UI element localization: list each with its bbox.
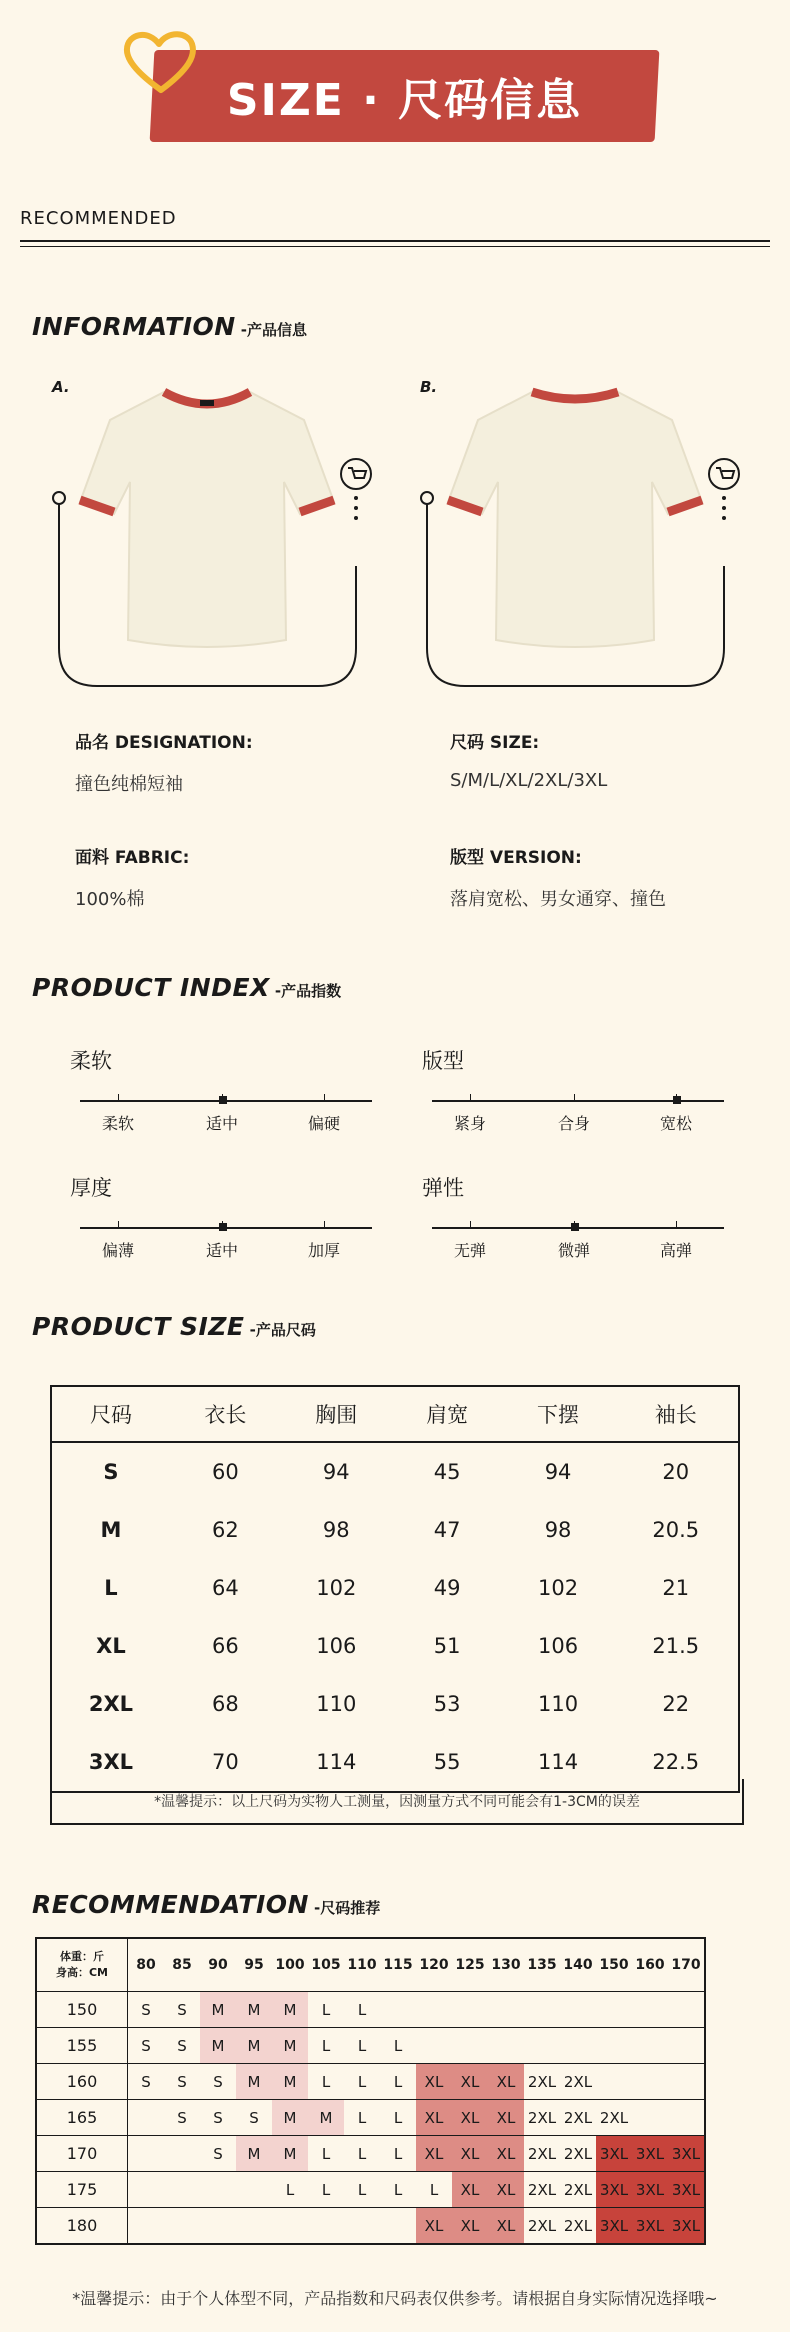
recommended-size-cell: M (236, 1992, 272, 2028)
recommended-size-cell: 2XL (560, 2208, 596, 2245)
designation-label: 品名 DESIGNATION: (75, 733, 253, 753)
recommended-size-cell (164, 2172, 200, 2208)
recommended-size-cell (452, 2028, 488, 2064)
size-name-cell: 2XL (88, 1692, 134, 1716)
recommended-size-cell: L (344, 1992, 380, 2028)
table-row (36, 2208, 705, 2245)
recommended-size-cell (236, 2172, 272, 2208)
size-value-cell: 94 (544, 1460, 572, 1484)
size-value-cell: 64 (212, 1576, 239, 1600)
recommended-size-cell (524, 2028, 560, 2064)
size-recommendation-grid (35, 1937, 706, 2245)
cart-icon (341, 459, 371, 489)
section-subtitle: -产品信息 (240, 321, 307, 339)
size-label: 尺码 SIZE: (450, 733, 540, 753)
index-scale-title: 厚度 (70, 1176, 112, 1200)
recommended-size-cell: M (236, 2136, 272, 2172)
size-table-header: 尺码 (51, 1386, 170, 1442)
height-unit-label: 身高：CM (55, 1966, 109, 1979)
size-note: *温馨提示：以上尺码为实物人工测量，因测量方式不同可能会有1-3CM的误差 (50, 1779, 744, 1825)
recommended-size-cell: S (164, 2100, 200, 2136)
recommended-size-cell: L (308, 2136, 344, 2172)
version-label: 版型 VERSION: (450, 848, 582, 868)
size-value-cell: 22 (662, 1692, 690, 1716)
information-heading (32, 312, 307, 341)
recommended-size-cell: L (344, 2172, 380, 2208)
weight-header: 80 (128, 1938, 165, 1992)
recommended-size-cell: M (272, 2028, 308, 2064)
recommended-size-cell (344, 2208, 380, 2245)
size-name-cell: 3XL (88, 1750, 134, 1774)
size-name-cell: L (104, 1576, 118, 1600)
size-value-cell: 106 (316, 1634, 357, 1658)
recommended-size-cell: S (128, 2028, 165, 2064)
variant-b-label: B. (420, 378, 438, 396)
recommended-size-cell: S (200, 2064, 236, 2100)
recommended-size-cell: 2XL (524, 2064, 560, 2100)
size-table-header: 胸围 (281, 1386, 392, 1442)
recommended-size-cell: XL (488, 2136, 524, 2172)
recommended-size-cell: L (344, 2064, 380, 2100)
table-row (51, 1501, 739, 1559)
recommended-size-cell: 3XL (596, 2172, 632, 2208)
recommended-size-cell (632, 2064, 668, 2100)
fabric-label: 面料 FABRIC: (75, 848, 190, 868)
cart-icon (709, 459, 739, 489)
divider (20, 246, 770, 247)
size-value-cell: 102 (538, 1576, 579, 1600)
size-table-header: 下摆 (503, 1386, 614, 1442)
section-title: INFORMATION (32, 312, 236, 341)
footer-note: *温馨提示：由于个人体型不同，产品指数和尺码表仅供参考。请根据自身实际情况选择哦~ (72, 2289, 718, 2308)
recommended-size-cell (380, 2208, 416, 2245)
section-subtitle: -产品尺码 (249, 1321, 316, 1339)
size-table-header: 衣长 (170, 1386, 281, 1442)
recommended-size-cell (560, 1992, 596, 2028)
recommended-size-cell: L (308, 1992, 344, 2028)
size-value-cell: 102 (316, 1576, 357, 1600)
recommended-size-cell: M (308, 2100, 344, 2136)
recommended-size-cell: XL (416, 2208, 452, 2245)
recommended-size-cell (596, 1992, 632, 2028)
recommended-size-cell (128, 2208, 165, 2245)
index-scale-label: 柔软 (101, 1114, 134, 1133)
recommended-size-cell (128, 2172, 165, 2208)
index-scale-tick (118, 1221, 119, 1229)
size-value-cell: 62 (212, 1518, 239, 1542)
recommended-size-cell: XL (452, 2064, 488, 2100)
index-scale (422, 1172, 732, 1272)
weight-header: 100 (272, 1938, 308, 1992)
index-scale-label: 偏薄 (101, 1241, 134, 1260)
size-table-header: 肩宽 (392, 1386, 503, 1442)
recommended-size-cell: L (308, 2064, 344, 2100)
index-scale-label: 适中 (205, 1114, 238, 1133)
size-value-cell: 110 (538, 1692, 579, 1716)
product-card-a[interactable] (52, 378, 372, 698)
recommended-size-cell (236, 2208, 272, 2245)
recommended-size-cell: L (344, 2136, 380, 2172)
recommended-size-cell: XL (452, 2208, 488, 2245)
recommended-size-cell (452, 1992, 488, 2028)
table-row (36, 2136, 705, 2172)
weight-header: 95 (236, 1938, 272, 1992)
recommended-size-cell: M (272, 2100, 308, 2136)
size-value-cell: 60 (212, 1460, 239, 1484)
index-scale-tick (470, 1221, 471, 1229)
index-scale-tick (324, 1221, 325, 1229)
size-name-cell: M (100, 1518, 122, 1542)
section-title: PRODUCT SIZE (32, 1312, 245, 1341)
height-cell: 155 (36, 2028, 128, 2064)
size-value-cell: 47 (433, 1518, 461, 1542)
index-scale-marker (219, 1096, 227, 1104)
recommended-size-cell: L (344, 2100, 380, 2136)
recommended-size-cell: XL (488, 2064, 524, 2100)
recommended-size-cell: 3XL (668, 2172, 705, 2208)
recommended-size-cell (488, 1992, 524, 2028)
table-row (36, 1992, 705, 2028)
index-scale-label: 加厚 (307, 1241, 340, 1260)
recommended-size-cell (668, 2100, 705, 2136)
index-scale-label: 宽松 (659, 1114, 692, 1133)
section-subtitle: -尺码推荐 (314, 1899, 381, 1917)
weight-header: 120 (416, 1938, 452, 1992)
recommended-size-cell: XL (452, 2172, 488, 2208)
section-subtitle: -产品指数 (274, 982, 342, 1000)
recommended-size-cell (128, 2100, 165, 2136)
recommended-size-cell: 3XL (596, 2208, 632, 2245)
recommended-size-cell: M (236, 2028, 272, 2064)
recommended-size-cell: M (200, 2028, 236, 2064)
recommended-size-cell: 2XL (560, 2064, 596, 2100)
recommended-size-cell: S (128, 1992, 165, 2028)
size-value-cell: 98 (322, 1518, 350, 1542)
version-value: 落肩宽松、男女通穿、撞色 (450, 889, 666, 910)
divider (20, 240, 770, 242)
height-cell: 165 (36, 2100, 128, 2136)
recommended-size-cell: XL (488, 2208, 524, 2245)
product-index-heading (32, 973, 341, 1002)
size-table-header: 袖长 (614, 1386, 740, 1442)
recommended-size-cell (416, 2028, 452, 2064)
weight-unit-label: 体重：斤 (60, 1950, 104, 1963)
recommended-size-cell: M (236, 2064, 272, 2100)
recommended-size-cell: XL (416, 2100, 452, 2136)
size-value-cell: 49 (433, 1576, 461, 1600)
recommended-size-cell: 3XL (596, 2136, 632, 2172)
index-scale-marker (673, 1096, 681, 1104)
recommended-size-cell (632, 1992, 668, 2028)
index-scale-label: 微弹 (557, 1241, 590, 1260)
size-value-cell: 21.5 (652, 1634, 700, 1658)
index-scale-label: 紧身 (453, 1114, 486, 1133)
recommended-size-cell (668, 1992, 705, 2028)
recommended-size-cell: S (200, 2136, 236, 2172)
recommended-size-cell: XL (416, 2064, 452, 2100)
recommended-size-cell: L (416, 2172, 452, 2208)
index-scale-tick (324, 1094, 325, 1102)
index-scale-title: 柔软 (70, 1049, 112, 1073)
recommended-size-cell (596, 2028, 632, 2064)
index-scale-label: 合身 (557, 1114, 590, 1133)
recommended-size-cell: XL (488, 2172, 524, 2208)
index-scale-tick (118, 1094, 119, 1102)
size-value-cell: 20.5 (652, 1518, 700, 1542)
recommended-size-cell (668, 2028, 705, 2064)
recommended-size-cell: L (380, 2172, 416, 2208)
index-scale-label: 适中 (205, 1241, 238, 1260)
recommended-size-cell: XL (452, 2136, 488, 2172)
index-scale-label: 偏硬 (307, 1114, 340, 1133)
height-cell: 180 (36, 2208, 128, 2245)
recommended-size-cell: M (272, 1992, 308, 2028)
product-card-b[interactable] (420, 378, 740, 698)
recommended-size-cell: L (380, 2028, 416, 2064)
height-cell: 175 (36, 2172, 128, 2208)
recommended-size-cell: 3XL (668, 2208, 705, 2245)
recommended-size-cell (668, 2064, 705, 2100)
table-row (36, 2028, 705, 2064)
index-scale-tick (470, 1094, 471, 1102)
recommended-size-cell: XL (416, 2136, 452, 2172)
index-scale-label: 高弹 (659, 1241, 692, 1260)
index-scale-marker (571, 1223, 579, 1231)
recommended-size-cell: S (200, 2100, 236, 2136)
weight-header: 115 (380, 1938, 416, 1992)
recommended-size-cell: L (272, 2172, 308, 2208)
recommended-size-cell: L (344, 2028, 380, 2064)
recommended-label: RECOMMENDED (20, 208, 177, 229)
recommended-size-cell: 3XL (632, 2136, 668, 2172)
recommended-size-cell (560, 2028, 596, 2064)
recommended-size-cell: 2XL (524, 2172, 560, 2208)
weight-header: 135 (524, 1938, 560, 1992)
weight-header: 125 (452, 1938, 488, 1992)
recommended-size-cell (164, 2136, 200, 2172)
index-scale-label: 无弹 (453, 1241, 486, 1260)
size-value-cell: 110 (316, 1692, 357, 1716)
recommended-size-cell: 2XL (560, 2136, 596, 2172)
size-value-cell: 114 (316, 1750, 357, 1774)
index-scale (70, 1172, 380, 1272)
size-name-cell: XL (96, 1634, 126, 1658)
weight-header: 150 (596, 1938, 632, 1992)
recommended-size-cell: 3XL (668, 2136, 705, 2172)
table-row (51, 1559, 739, 1617)
recommended-size-cell: L (380, 2100, 416, 2136)
recommended-size-cell (200, 2208, 236, 2245)
recommended-size-cell: M (272, 2136, 308, 2172)
size-value: S/M/L/XL/2XL/3XL (450, 770, 608, 791)
section-title: PRODUCT INDEX (32, 973, 270, 1002)
size-value-cell: 22.5 (652, 1750, 700, 1774)
table-row (51, 1617, 739, 1675)
table-row (36, 2172, 705, 2208)
recommended-size-cell: 3XL (632, 2208, 668, 2245)
weight-header: 110 (344, 1938, 380, 1992)
size-value-cell: 66 (212, 1634, 239, 1658)
recommended-size-cell: S (236, 2100, 272, 2136)
recommended-size-cell (488, 2028, 524, 2064)
recommended-size-cell: 2XL (560, 2100, 596, 2136)
recommended-size-cell (380, 1992, 416, 2028)
index-scale-tick (574, 1094, 575, 1102)
recommended-size-cell (164, 2208, 200, 2245)
recommended-size-cell (416, 1992, 452, 2028)
recommended-size-cell (524, 1992, 560, 2028)
designation-value: 撞色纯棉短袖 (75, 774, 183, 795)
size-value-cell: 45 (433, 1460, 461, 1484)
recommendation-heading (32, 1890, 380, 1919)
size-value-cell: 106 (538, 1634, 579, 1658)
height-cell: 170 (36, 2136, 128, 2172)
recommended-size-cell: S (164, 1992, 200, 2028)
size-value-cell: 98 (544, 1518, 572, 1542)
recommended-size-cell (632, 2028, 668, 2064)
recommended-size-cell (308, 2208, 344, 2245)
size-value-cell: 20 (662, 1460, 690, 1484)
size-value-cell: 51 (433, 1634, 461, 1658)
recommended-size-cell: L (308, 2172, 344, 2208)
recommended-size-cell (596, 2064, 632, 2100)
recommended-size-cell: 2XL (524, 2208, 560, 2245)
height-cell: 160 (36, 2064, 128, 2100)
index-scale-title: 弹性 (422, 1176, 464, 1200)
recommended-size-cell: 2XL (596, 2100, 632, 2136)
table-row (51, 1442, 739, 1501)
recommended-size-cell: L (380, 2136, 416, 2172)
index-scale-title: 版型 (422, 1049, 464, 1073)
recommended-size-cell: L (308, 2028, 344, 2064)
index-scale (422, 1045, 732, 1145)
recommended-size-cell: S (164, 2064, 200, 2100)
page-title: SIZE · 尺码信息 (226, 75, 583, 126)
recommended-size-cell: 2XL (524, 2136, 560, 2172)
recommended-size-cell: 2XL (560, 2172, 596, 2208)
recommended-size-cell: 2XL (524, 2100, 560, 2136)
weight-header: 170 (668, 1938, 705, 1992)
size-value-cell: 53 (433, 1692, 461, 1716)
index-scale-marker (219, 1223, 227, 1231)
index-scale-tick (676, 1221, 677, 1229)
size-value-cell: 68 (212, 1692, 239, 1716)
recommended-size-cell (632, 2100, 668, 2136)
weight-header: 105 (308, 1938, 344, 1992)
product-size-heading (32, 1312, 316, 1341)
grid-corner (36, 1938, 128, 1992)
index-scale (70, 1045, 380, 1145)
recommended-size-cell (272, 2208, 308, 2245)
weight-header: 160 (632, 1938, 668, 1992)
table-row (36, 2100, 705, 2136)
recommended-size-cell: 3XL (632, 2172, 668, 2208)
size-table (50, 1385, 740, 1793)
recommended-size-cell: S (128, 2064, 165, 2100)
height-cell: 150 (36, 1992, 128, 2028)
fabric-value: 100%棉 (75, 889, 145, 910)
variant-a-label: A. (52, 378, 70, 396)
weight-header: 130 (488, 1938, 524, 1992)
size-value-cell: 114 (538, 1750, 579, 1774)
table-row (36, 2064, 705, 2100)
recommended-size-cell: XL (488, 2100, 524, 2136)
size-value-cell: 70 (212, 1750, 239, 1774)
recommended-size-cell (200, 2172, 236, 2208)
weight-header: 140 (560, 1938, 596, 1992)
recommended-size-cell: S (164, 2028, 200, 2064)
section-title: RECOMMENDATION (32, 1890, 309, 1919)
size-value-cell: 55 (433, 1750, 461, 1774)
weight-header: 90 (200, 1938, 236, 1992)
size-value-cell: 21 (662, 1576, 690, 1600)
weight-header: 85 (164, 1938, 200, 1992)
recommended-size-cell: M (200, 1992, 236, 2028)
recommended-size-cell: M (272, 2064, 308, 2100)
recommended-size-cell (128, 2136, 165, 2172)
size-name-cell: S (103, 1460, 119, 1484)
recommended-size-cell: L (380, 2064, 416, 2100)
recommended-size-cell: XL (452, 2100, 488, 2136)
size-value-cell: 94 (322, 1460, 350, 1484)
table-row (51, 1675, 739, 1733)
